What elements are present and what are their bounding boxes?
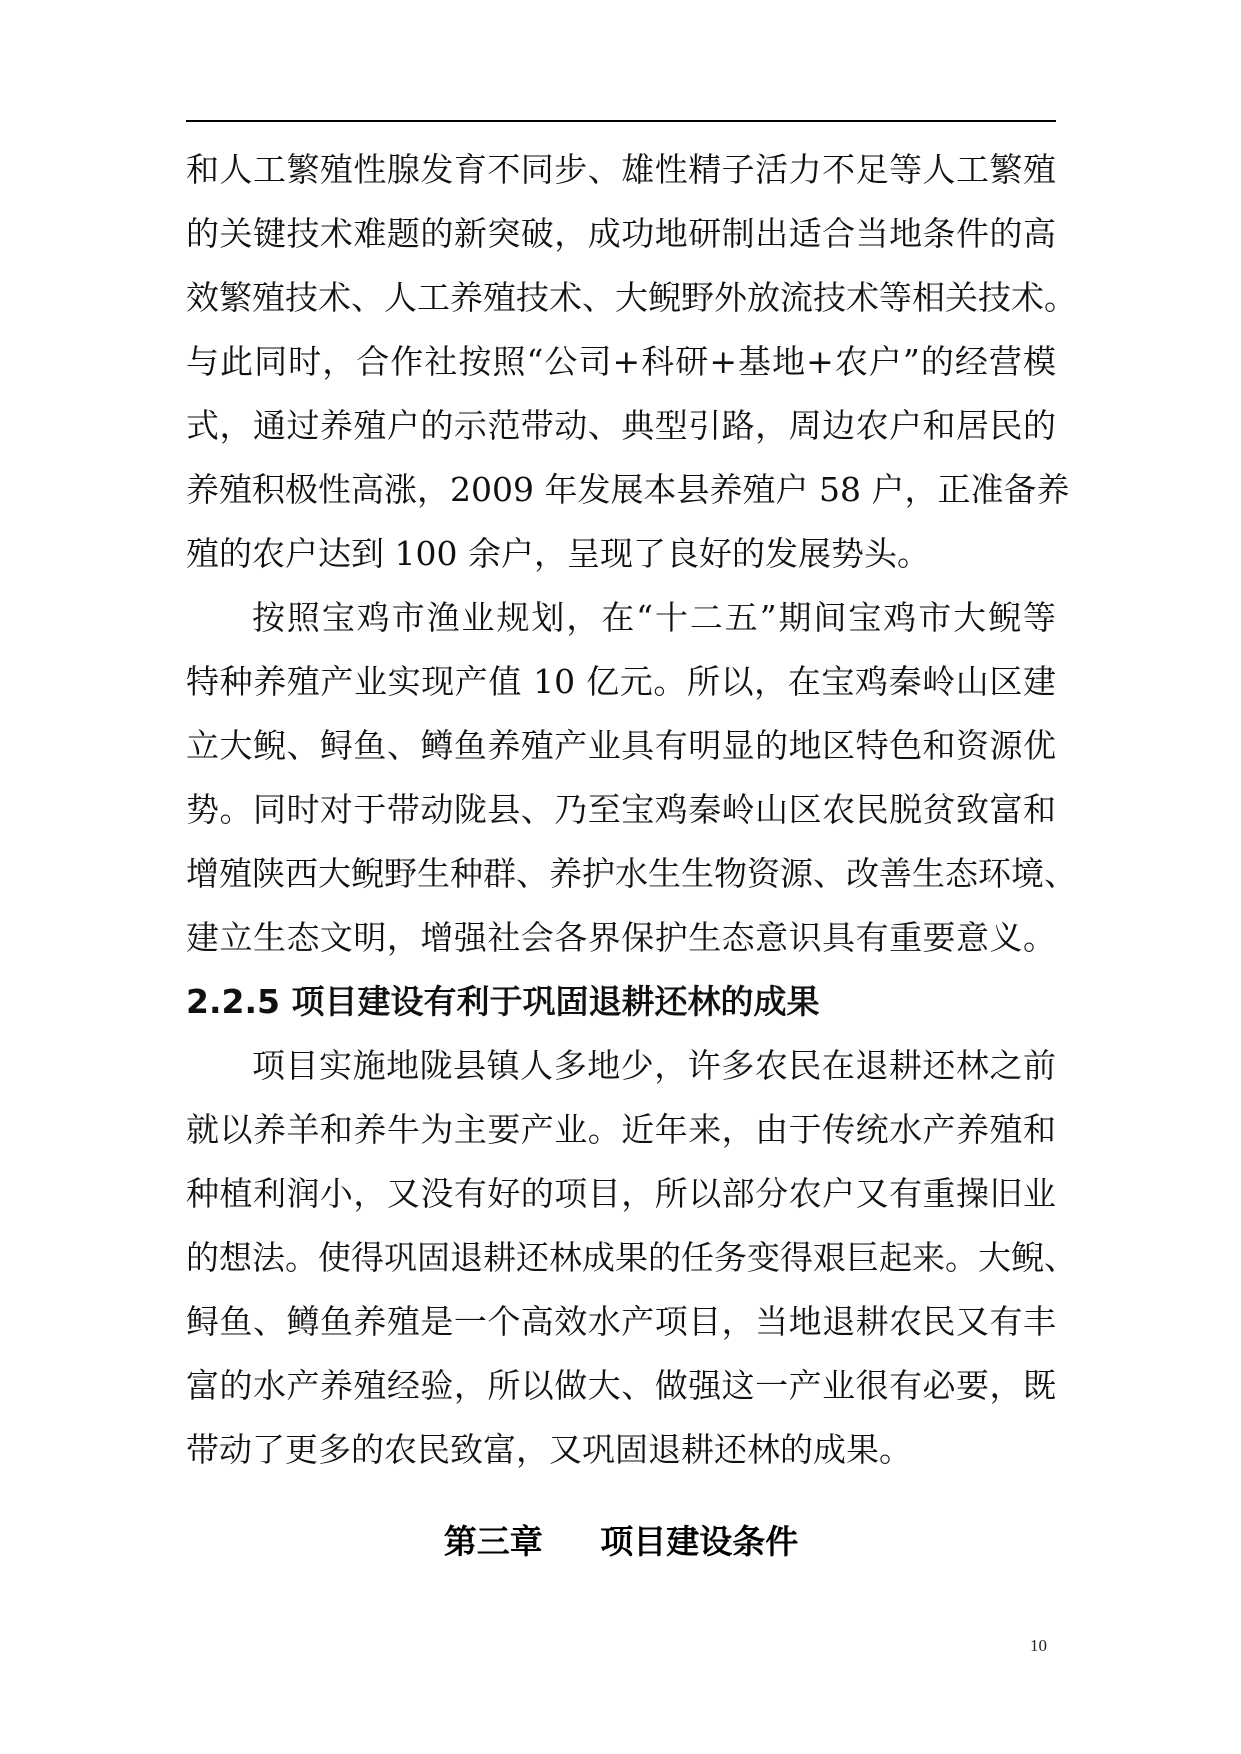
text-line: 殖的农户达到 100 余户，呈现了良好的发展势头。 (186, 534, 930, 573)
text-line: 种植利润小，又没有好的项目，所以部分农户又有重操旧业 (186, 1174, 1056, 1213)
text-line: 的关键技术难题的新突破，成功地研制出适合当地条件的高 (186, 214, 1056, 253)
text-line: 和人工繁殖性腺发育不同步、雄性精子活力不足等人工繁殖 (186, 150, 1056, 189)
text-line: 富的水产养殖经验，所以做大、做强这一产业很有必要，既 (186, 1366, 1056, 1405)
header-rule (186, 120, 1056, 122)
page-number: 10 (1030, 1636, 1047, 1655)
text-line: 增殖陕西大鲵野生种群、养护水生生物资源、改善生态环境、 (186, 854, 1077, 893)
text-line: 的想法。使得巩固退耕还林成果的任务变得艰巨起来。大鲵、 (186, 1238, 1077, 1277)
text-line: 养殖积极性高涨，2009 年发展本县养殖户 58 户，正准备养 (186, 470, 1070, 509)
text-line: 带动了更多的农民致富，又巩固退耕还林的成果。 (186, 1430, 912, 1469)
text-line: 效繁殖技术、人工养殖技术、大鲵野外放流技术等相关技术。 (186, 278, 1077, 317)
text-line: 鲟鱼、鳟鱼养殖是一个高效水产项目，当地退耕农民又有丰 (186, 1302, 1056, 1341)
section-heading: 2.2.5 项目建设有利于巩固退耕还林的成果 (186, 982, 820, 1021)
text-line: 势。同时对于带动陇县、乃至宝鸡秦岭山区农民脱贫致富和 (186, 790, 1056, 829)
text-line: 建立生态文明，增强社会各界保护生态意识具有重要意义。 (186, 918, 1056, 957)
text-line: 就以养羊和养牛为主要产业。近年来，由于传统水产养殖和 (186, 1110, 1056, 1149)
text-line: 特种养殖产业实现产值 10 亿元。所以，在宝鸡秦岭山区建 (186, 662, 1056, 701)
paragraph-3 (186, 1034, 1077, 1482)
text-line: 式，通过养殖户的示范带动、典型引路，周边农户和居民的 (186, 406, 1056, 445)
text-line: 按照宝鸡市渔业规划，在“十二五”期间宝鸡市大鲵等 (252, 598, 1056, 637)
text-line: 项目实施地陇县镇人多地少，许多农民在退耕还林之前 (252, 1046, 1056, 1085)
paragraph-1 (186, 138, 1077, 586)
text-line: 立大鲵、鲟鱼、鳟鱼养殖产业具有明显的地区特色和资源优 (186, 726, 1056, 765)
body-text (186, 138, 1077, 1482)
text-line: 与此同时，合作社按照“公司+科研+基地+农户”的经营模 (186, 342, 1056, 381)
chapter-title: 第三章 项目建设条件 (443, 1522, 799, 1561)
paragraph-2 (186, 586, 1077, 970)
